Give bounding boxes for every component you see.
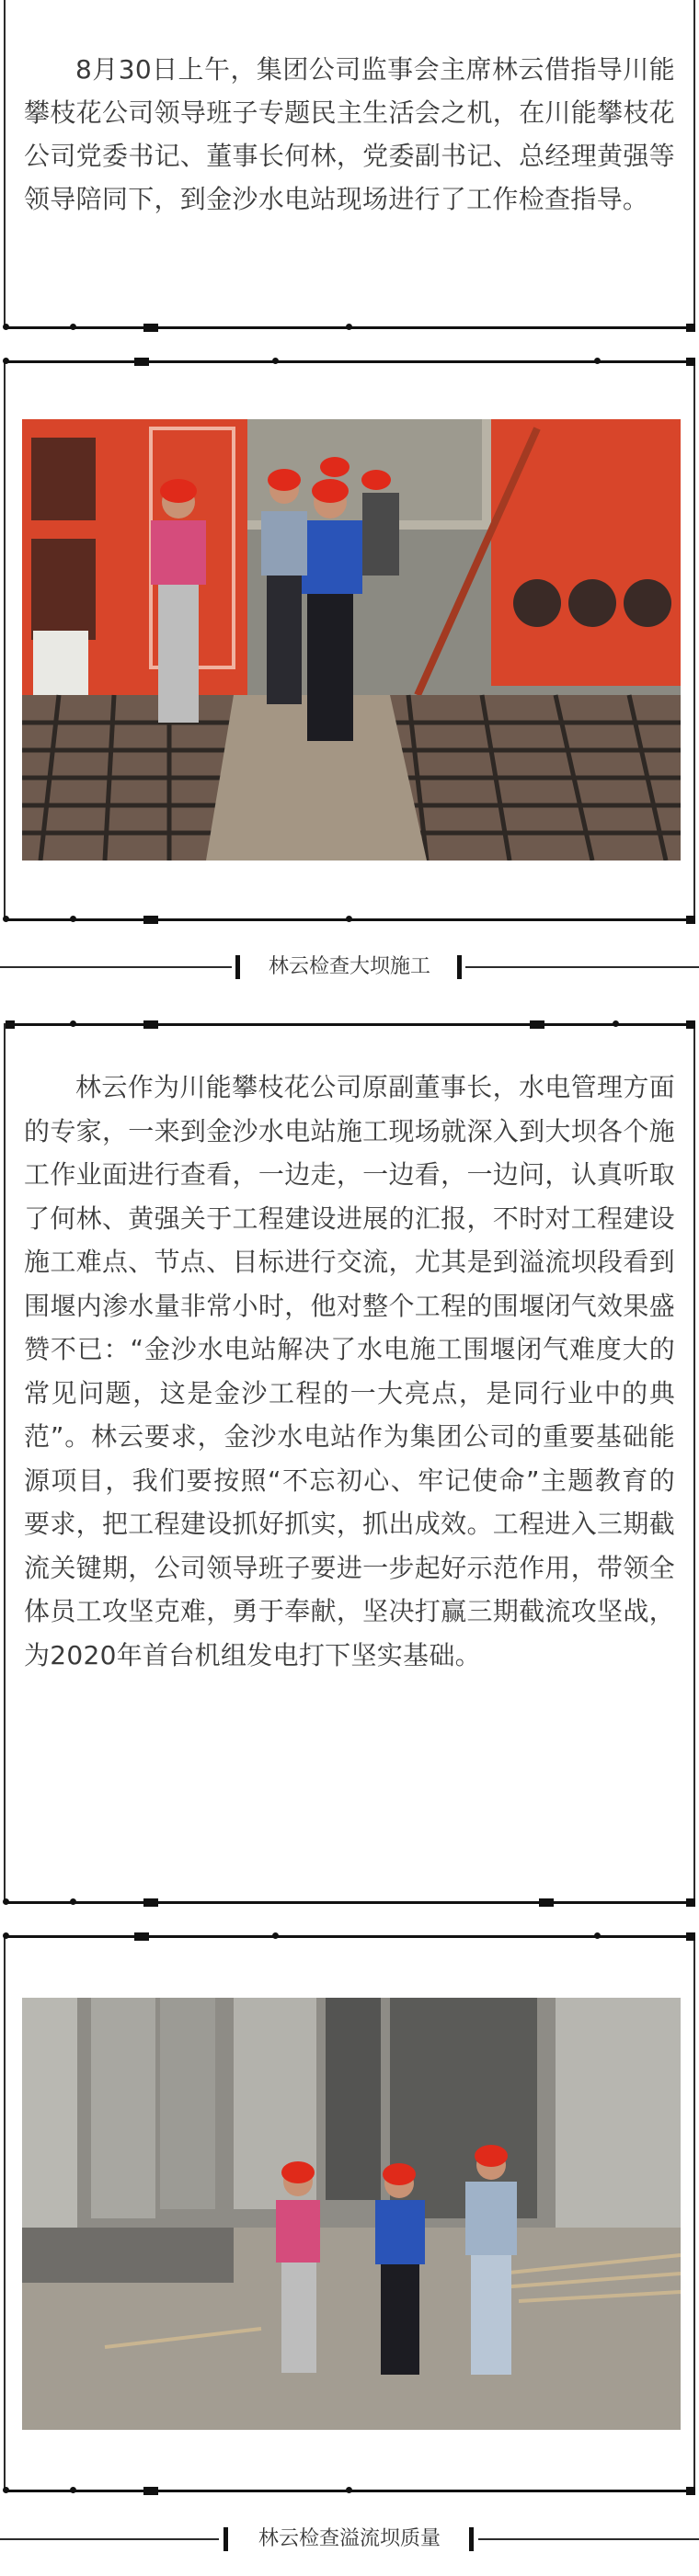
photo2-caption: 林云检查溢流坝质量 [258, 2527, 441, 2550]
frame-bottom-rule [6, 326, 693, 329]
photo2-caption-row [0, 2524, 699, 2555]
frame-bottom-rule [6, 918, 693, 921]
inspection-paragraph: 林云作为川能攀枝花公司原副董事长，水电管理方面的专家，一来到金沙水电站施工现场就深入到大坝各个施工作业面进行查看，一边走，一边看，一边问，认真听取了何林、黄强关于工程建设进展的汇报，不时对工程建设施工难点、节点、目标进行交流，尤其是到溢流坝段看到围堰内渗水量非常小时，他对整个工程的围堰闭气效果盛赞不已：“金沙水电站解决了水电施工围堰闭气难度大的常见问题，这是金沙工程的一大亮点，是同行业中的典范”。林云要求，金沙水电站作为集团公司的重要基础能源项目，我们要按照“不忘初心、牢记使命”主题教育的要求，把工程建设抓好抓实，抓出成效。工程进入三期截流关键期，公司领导班子要进一步起好示范作用，带领全体员工攻坚克难，勇于奉献，坚决打赢三期截流攻坚战，为2020年首台机组发电打下坚实基础。 [24, 1072, 675, 1670]
photo-frame-2 [4, 1935, 695, 2492]
intro-paragraph: 8月30日上午，集团公司监事会主席林云借指导川能攀枝花公司领导班子专题民主生活会之机，在川能攀枝花公司党委书记、董事长何林，党委副书记、总经理黄强等领导陪同下，到金沙水电站现场进行了工作检查指导。 [24, 54, 675, 214]
spillway-inspection-photo [22, 1998, 681, 2430]
frame-bottom-rule [6, 1901, 693, 1904]
photo1-caption: 林云检查大坝施工 [268, 955, 430, 978]
photo1-caption-row [0, 952, 699, 983]
text-frame-2 [4, 1023, 695, 1904]
frame-top-rule [6, 1935, 693, 1938]
photo-frame-1 [4, 360, 695, 921]
frame-top-rule [6, 360, 693, 363]
text-frame-1 [4, 0, 695, 329]
frame-top-rule [6, 1023, 693, 1026]
dam-construction-photo [22, 419, 681, 861]
frame-bottom-rule [6, 2490, 693, 2492]
